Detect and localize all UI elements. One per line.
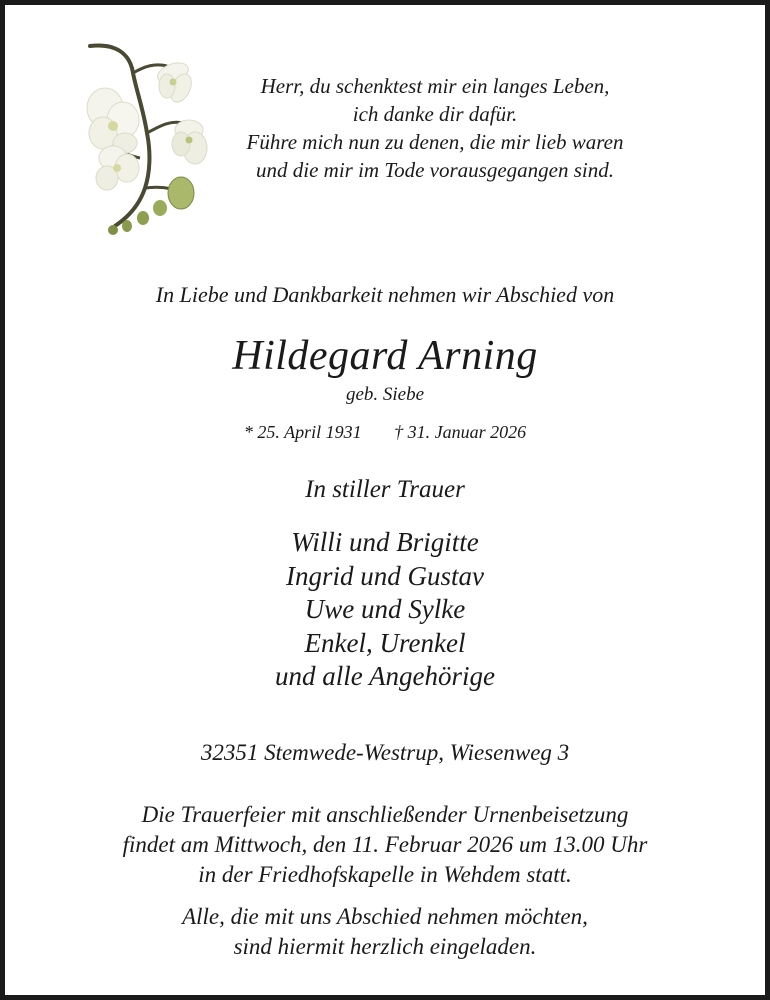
verse xyxy=(215,72,655,184)
life-dates xyxy=(0,422,770,443)
mourner-entry: Ingrid und Gustav xyxy=(286,560,484,591)
birth-date: * 25. April 1931 xyxy=(243,422,362,442)
intro-text: In Liebe und Dankbarkeit nehmen wir Abschied von xyxy=(155,282,615,307)
mourning-heading: In stiller Trauer xyxy=(305,476,465,503)
address: 32351 Stemwede-Westrup, Wiesenweg 3 xyxy=(200,740,570,765)
verse-line: Führe mich nun zu denen, die mir lieb waren xyxy=(246,130,624,154)
invitation xyxy=(0,902,770,962)
mourner-entry: Willi und Brigitte xyxy=(291,527,479,557)
invitation-line: Alle, die mit uns Abschied nehmen möchten, xyxy=(182,904,588,929)
mourner-entry: und alle Angehörige xyxy=(275,661,495,691)
service-line: findet am Mittwoch, den 11. Februar 2026 um 13.00 Uhr xyxy=(122,832,648,857)
verse-line: Herr, du schenktest mir ein langes Leben, xyxy=(260,74,610,98)
death-date: † 31. Januar 2026 xyxy=(394,422,527,442)
mourners-list xyxy=(0,526,770,694)
invitation-line: sind hiermit herzlich eingeladen. xyxy=(233,934,537,959)
verse-line: und die mir im Tode vorausgegangen sind. xyxy=(256,158,614,182)
service-line: in der Friedhofskapelle in Wehdem statt. xyxy=(198,862,572,887)
maiden-name: geb. Siebe xyxy=(345,384,425,405)
service-line: Die Trauerfeier mit anschließender Urnenbeisetzung xyxy=(141,802,629,827)
deceased-name: Hildegard Arning xyxy=(232,333,538,379)
mourner-entry: Uwe und Sylke xyxy=(304,594,466,624)
orchid-branch-icon xyxy=(85,38,215,238)
service-info xyxy=(0,800,770,890)
verse-line: ich danke dir dafür. xyxy=(352,102,518,126)
mourner-entry: Enkel, Urenkel xyxy=(304,627,466,658)
